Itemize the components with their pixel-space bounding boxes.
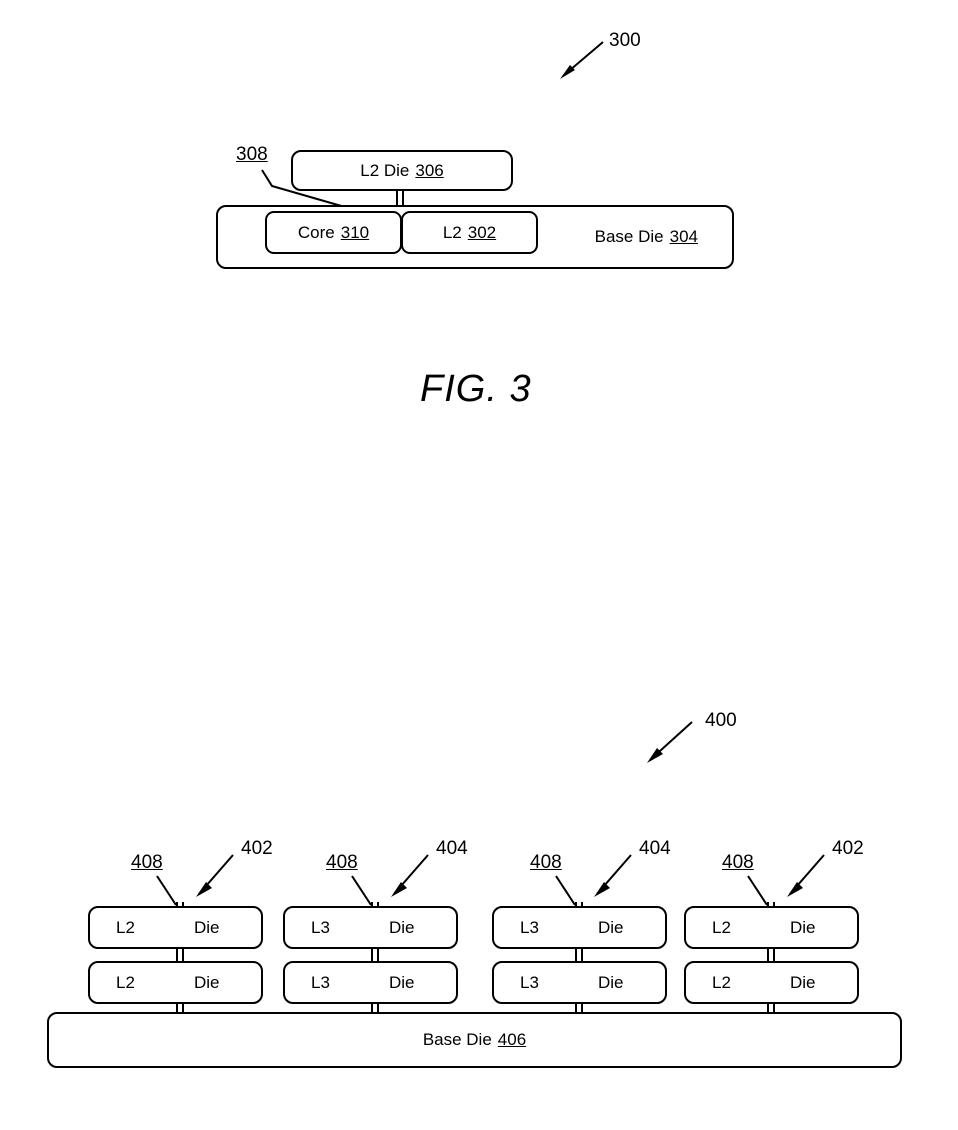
stack-2-row-1 [283,906,458,949]
callout-408-4: 408 [722,852,754,873]
stack-1-row-1-die: Die [194,917,220,937]
base-die-4-label: Base Die [422,1030,492,1049]
l2-die-block [291,150,513,191]
stack-2-row-1-die: Die [389,917,415,937]
callout-408-3: 408 [530,852,562,873]
core-label: Core [297,222,335,242]
stack-4-row-1 [684,906,859,949]
l2-label: L2 [442,222,462,242]
stack-3-row-2-cache: L3 [520,972,539,992]
stack-3-row-2-die: Die [598,972,624,992]
stack-4-row-1-cache: L2 [712,917,731,937]
stack-3-row-2 [492,961,667,1004]
l2-ref: 302 [467,222,497,242]
stack-2-row-2-cache: L3 [311,972,330,992]
l2-block [401,211,538,254]
core-ref: 310 [340,222,370,242]
stack-2-row-2-die: Die [389,972,415,992]
stack-3-row-1-die: Die [598,917,624,937]
base-die-label: Base Die [594,227,664,246]
l2-die-ref: 306 [415,160,444,180]
stack-1-row-2 [88,961,263,1004]
stack-1-row-2-cache: L2 [116,972,135,992]
stack-4-row-2 [684,961,859,1004]
stack-3-row-1-cache: L3 [520,917,539,937]
callout-404-2: 404 [639,838,671,859]
callout-408-2: 408 [326,852,358,873]
callout-402-2: 402 [832,838,864,859]
stack-1-row-1-cache: L2 [116,917,135,937]
stack-2-row-2 [283,961,458,1004]
stack-4-row-2-die: Die [790,972,816,992]
callout-404-1: 404 [436,838,468,859]
callout-308: 308 [236,144,268,165]
base-die-4-ref: 406 [497,1030,527,1049]
core-block [265,211,402,254]
stack-2-row-1-cache: L3 [311,917,330,937]
callout-408-1: 408 [131,852,163,873]
stack-4-row-2-cache: L2 [712,972,731,992]
figure-3-caption [420,368,532,411]
callout-402-1: 402 [241,838,273,859]
stack-1-row-1 [88,906,263,949]
l2-die-label: L2 Die [360,160,410,180]
base-die-block-4 [47,1012,902,1068]
stack-1-row-2-die: Die [194,972,220,992]
base-die-ref: 304 [669,227,698,246]
figure-4-number: 400 [705,710,737,731]
figure-3-number: 300 [609,30,641,51]
figure-3-caption-text: FIG. 3 [420,368,532,410]
stack-3-row-1 [492,906,667,949]
stack-4-row-1-die: Die [790,917,816,937]
